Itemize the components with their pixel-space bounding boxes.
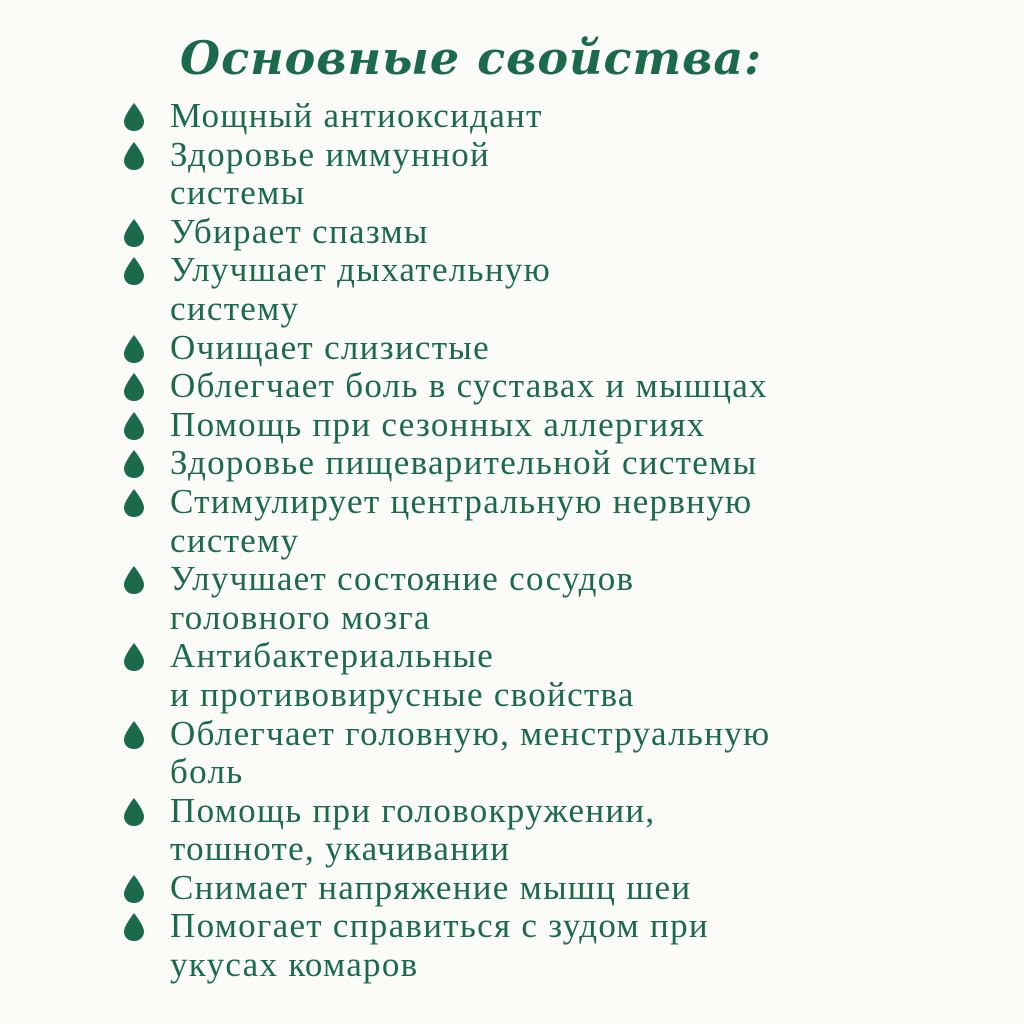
list-item-text — [170, 637, 770, 714]
list-item — [0, 329, 770, 368]
list-item-text — [170, 406, 770, 445]
list-item — [0, 251, 770, 328]
drop-icon — [121, 797, 147, 827]
list-item-text — [170, 367, 770, 406]
list-item-line: Здоровье иммунной — [170, 134, 491, 174]
page-title: Основные свойства: — [180, 31, 763, 85]
list-item — [0, 792, 770, 869]
drop-icon — [121, 334, 147, 364]
list-item — [0, 869, 770, 908]
list-item-line: систему — [170, 520, 300, 560]
list-item-line: головного мозга — [170, 597, 431, 637]
drop-icon — [121, 218, 147, 248]
list-item — [0, 367, 770, 406]
list-item — [0, 715, 770, 792]
list-item-text — [170, 97, 770, 136]
list-item-line: системы — [170, 173, 306, 213]
list-item-text — [170, 136, 770, 213]
list-item-line: Антибактериальные — [170, 636, 495, 676]
list-item-text — [170, 483, 770, 560]
list-item-line: боль — [170, 752, 244, 792]
list-item-line: систему — [170, 288, 300, 328]
list-item-line: Помощь при сезонных аллергиях — [170, 404, 706, 444]
list-item-line: Облегчает боль в суставах и мышцах — [170, 366, 768, 406]
list-item-line: укусах комаров — [170, 945, 419, 985]
list-item-text — [170, 715, 770, 792]
list-item-line: Очищает слизистые — [170, 327, 490, 367]
list-item — [0, 136, 770, 213]
list-item-text — [170, 329, 770, 368]
list-item — [0, 483, 770, 560]
drop-icon — [121, 720, 147, 750]
drop-icon — [121, 488, 147, 518]
list-item-text — [170, 792, 770, 869]
list-item — [0, 907, 770, 984]
drop-icon — [121, 102, 147, 132]
list-item-line: и противовирусные свойства — [170, 674, 635, 714]
properties-list — [0, 97, 770, 985]
drop-icon — [121, 912, 147, 942]
list-item-line: Стимулирует центральную нервную — [170, 481, 753, 521]
list-item-line: Мощный антиоксидант — [170, 96, 543, 135]
list-item-line: Помощь при головокружении, — [170, 790, 656, 830]
list-item-text — [170, 869, 770, 908]
drop-icon — [121, 642, 147, 672]
drop-icon — [121, 874, 147, 904]
list-item-line: Здоровье пищеварительной системы — [170, 443, 758, 483]
list-item-line: Улучшает состояние сосудов — [170, 559, 635, 599]
drop-icon — [121, 141, 147, 171]
list-item-line: Облегчает головную, менструальную — [170, 713, 771, 753]
list-item-line: Убирает спазмы — [170, 211, 429, 251]
list-item — [0, 213, 770, 252]
list-item — [0, 444, 770, 483]
drop-icon — [121, 449, 147, 479]
list-item-line: Улучшает дыхательную — [170, 250, 552, 290]
list-item-text — [170, 213, 770, 252]
list-item-text — [170, 444, 770, 483]
list-item — [0, 97, 770, 136]
list-item — [0, 637, 770, 714]
list-item-text — [170, 907, 770, 984]
drop-icon — [121, 565, 147, 595]
list-item-line: тошноте, укачивании — [170, 829, 511, 869]
list-item-line: Снимает напряжение мышц шеи — [170, 867, 692, 907]
list-item-line: Помогает справиться с зудом при — [170, 906, 709, 946]
drop-icon — [121, 372, 147, 402]
drop-icon — [121, 411, 147, 441]
list-item-text — [170, 251, 770, 328]
drop-icon — [121, 256, 147, 286]
list-item — [0, 406, 770, 445]
list-item — [0, 560, 770, 637]
list-item-text — [170, 560, 770, 637]
